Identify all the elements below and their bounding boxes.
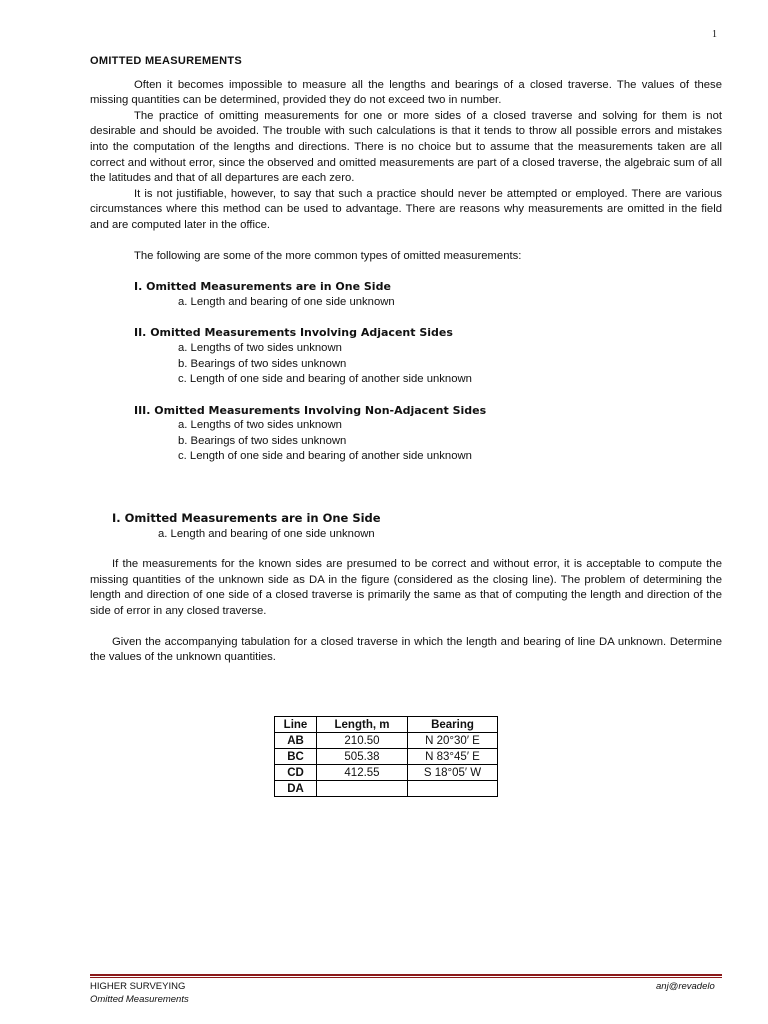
- type-item: a. Lengths of two sides unknown: [178, 419, 342, 432]
- table-row: [275, 781, 498, 797]
- length-cell: [317, 781, 408, 797]
- type-item: c. Length of one side and bearing of another side unknown: [178, 450, 472, 463]
- length-cell: 412.55: [317, 765, 408, 781]
- type-group-1: [90, 279, 722, 310]
- footer-author: anj@revadelo: [656, 981, 715, 992]
- traverse-table: [274, 716, 498, 797]
- footer-divider-thin: [90, 977, 722, 978]
- line-cell: CD: [275, 765, 317, 781]
- table-row: [275, 765, 498, 781]
- intro-paragraph-3: It is not justifiable, however, to say that such a practice should never be attempted or employed. There are various circumstances where this method can be used to advantage. There are reasons why measurements are omitted in the field and are computed later in the office.: [90, 187, 722, 231]
- line-cell: DA: [275, 781, 317, 797]
- type-heading-2: II. Omitted Measurements Involving Adjacent Sides: [134, 326, 453, 340]
- page-number: 1: [712, 29, 717, 40]
- intro-paragraph-1: Often it becomes impossible to measure all the lengths and bearings of a closed traverse. The values of these missing quantities can be determined, provided they do not exceed two in number.: [90, 78, 722, 107]
- section-paragraph-2: Given the accompanying tabulation for a closed traverse in which the length and bearing of line DA unknown. Determine the values of the unknown quantities.: [90, 635, 722, 664]
- bearing-cell: [408, 781, 498, 797]
- table-row: [275, 733, 498, 749]
- type-group-3: [90, 403, 722, 465]
- footer-course: HIGHER SURVEYING: [90, 981, 186, 992]
- bearing-cell: S 18°05′ W: [408, 765, 498, 781]
- line-cell: AB: [275, 733, 317, 749]
- intro-paragraph-2: The practice of omitting measurements for one or more sides of a closed traverse and solving for them is not desirable and should be avoided. The trouble with such calculations is that it tends to throw all possible errors and mistakes into the computation of the lengths and directions. There is no choice but to assume that the measurements taken are all correct and without error, since the observed and omitted measurements are part of a closed traverse, the algebraic sum of all the latitudes and that of all departures are each zero.: [90, 109, 722, 185]
- table-header-row: [275, 717, 498, 733]
- page-title: OMITTED MEASUREMENTS: [90, 55, 243, 67]
- column-header: Line: [275, 717, 317, 733]
- column-header: Length, m: [317, 717, 408, 733]
- section-paragraph-1: If the measurements for the known sides are presumed to be correct and without error, it is acceptable to compute the missing quantities of the unknown side as DA in the figure (considered as the closing line). The problem of determining the length and direction of one side of a closed traverse is primarily the same as that of computing the length and direction of the side of error in any closed traverse.: [90, 558, 722, 618]
- table-row: [275, 749, 498, 765]
- length-cell: 210.50: [317, 733, 408, 749]
- bearing-cell: N 83°45′ E: [408, 749, 498, 765]
- bearing-cell: N 20°30′ E: [408, 733, 498, 749]
- type-item: c. Length of one side and bearing of another side unknown: [178, 373, 472, 386]
- intro-paragraph-4: The following are some of the more common types of omitted measurements:: [134, 249, 522, 262]
- type-item: b. Bearings of two sides unknown: [178, 357, 347, 370]
- document-body: [90, 54, 722, 666]
- footer-divider: [90, 974, 722, 976]
- column-header: Bearing: [408, 717, 498, 733]
- type-item: a. Length and bearing of one side unknown: [178, 295, 395, 308]
- type-item: b. Bearings of two sides unknown: [178, 434, 347, 447]
- type-item: a. Lengths of two sides unknown: [178, 341, 342, 354]
- type-heading-3: III. Omitted Measurements Involving Non-Adjacent Sides: [134, 403, 487, 417]
- type-group-2: [90, 325, 722, 387]
- length-cell: 505.38: [317, 749, 408, 765]
- section-subheading: a. Length and bearing of one side unknown: [158, 527, 375, 540]
- section-heading: I. Omitted Measurements are in One Side: [112, 511, 381, 526]
- type-heading-1: I. Omitted Measurements are in One Side: [134, 280, 391, 294]
- footer-topic: Omitted Measurements: [90, 994, 189, 1005]
- line-cell: BC: [275, 749, 317, 765]
